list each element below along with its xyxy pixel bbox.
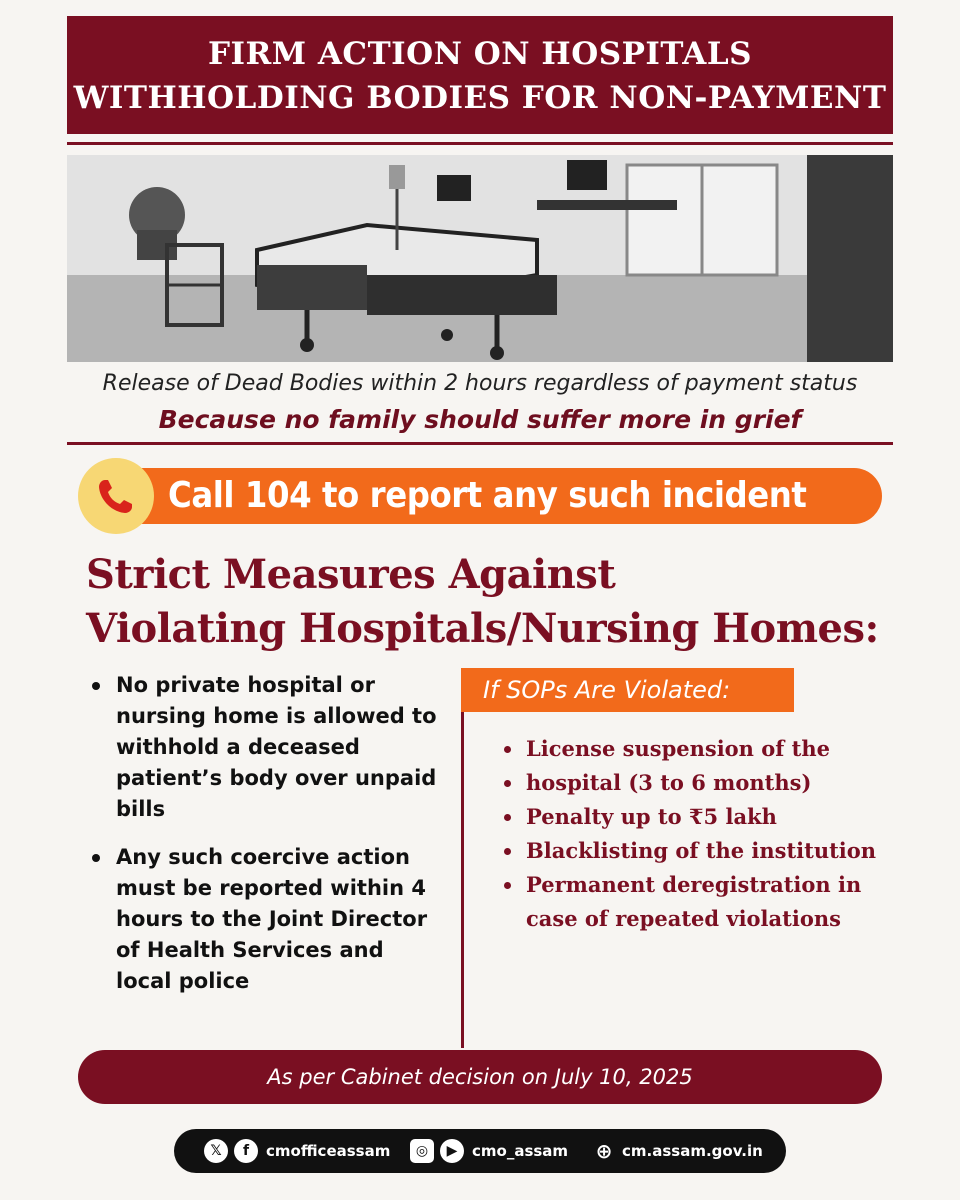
list-item xyxy=(502,732,882,766)
website-link[interactable]: cm.assam.gov.in xyxy=(622,1142,763,1160)
instagram-icon[interactable]: ◎ xyxy=(410,1139,434,1163)
header-title-line1: FIRM ACTION ON HOSPITALS xyxy=(207,36,753,72)
divider-middle xyxy=(67,442,893,445)
caption-release: Release of Dead Bodies within 2 hours regardless of payment status xyxy=(102,371,858,396)
list-item-text: hospital (3 to 6 months) xyxy=(526,770,812,795)
strict-measures-title xyxy=(86,548,906,656)
strict-title-line1: Strict Measures Against xyxy=(86,551,616,598)
list-item xyxy=(90,842,440,997)
list-item-text: Blacklisting of the institution xyxy=(526,838,877,863)
column-divider xyxy=(461,668,464,1048)
globe-icon[interactable]: ⊕ xyxy=(595,1139,613,1163)
bullet-icon xyxy=(504,780,511,787)
cabinet-decision-banner: As per Cabinet decision on July 10, 2025 xyxy=(78,1050,882,1104)
hospital-room-drawing xyxy=(67,155,893,362)
sop-violated-tag: If SOPs Are Violated: xyxy=(461,668,794,712)
header-title-line2: WITHHOLDING BODIES FOR NON-PAYMENT xyxy=(73,80,887,116)
list-item xyxy=(502,800,882,834)
list-item xyxy=(90,670,440,825)
header-banner xyxy=(67,16,893,134)
x-icon[interactable]: 𝕏 xyxy=(204,1139,228,1163)
bullet-icon xyxy=(504,746,511,753)
bullet-icon xyxy=(92,682,100,690)
phone-handset-icon xyxy=(78,458,154,534)
list-item xyxy=(502,868,882,936)
phone-icon xyxy=(78,458,154,534)
bullet-icon xyxy=(92,854,100,862)
strict-title-line2: Violating Hospitals/Nursing Homes: xyxy=(86,605,879,652)
list-item xyxy=(502,766,882,800)
list-item-text: Penalty up to ₹5 lakh xyxy=(526,804,777,829)
call-104-text: Call 104 to report any such incident xyxy=(168,475,807,516)
social-bar xyxy=(174,1129,786,1173)
caption-grief: Because no family should suffer more in grief xyxy=(158,405,802,434)
list-item-text: No private hospital or nursing home is allowed to withhold a deceased patient’s body over unpaid bills xyxy=(116,673,437,821)
social-handle-cmo-assam[interactable]: cmo_assam xyxy=(472,1142,569,1160)
bullet-icon xyxy=(504,814,511,821)
list-item-text: Any such coercive action must be reported within 4 hours to the Joint Director of Health Services and local police xyxy=(116,845,428,993)
facebook-icon[interactable]: f xyxy=(234,1139,258,1163)
list-item-text: License suspension of the xyxy=(526,736,830,761)
bullet-icon xyxy=(504,848,511,855)
list-item xyxy=(502,834,882,868)
hospital-bed-illustration xyxy=(67,155,893,362)
bullet-icon xyxy=(504,882,511,889)
penalties-list xyxy=(502,732,882,936)
hospital-rules-list xyxy=(90,670,440,1014)
social-handle-cmofficeassam[interactable]: cmofficeassam xyxy=(266,1142,391,1160)
youtube-icon[interactable]: ▶ xyxy=(440,1139,464,1163)
divider-top xyxy=(67,142,893,145)
list-item-text: Permanent deregistration in case of repeated violations xyxy=(526,872,862,931)
